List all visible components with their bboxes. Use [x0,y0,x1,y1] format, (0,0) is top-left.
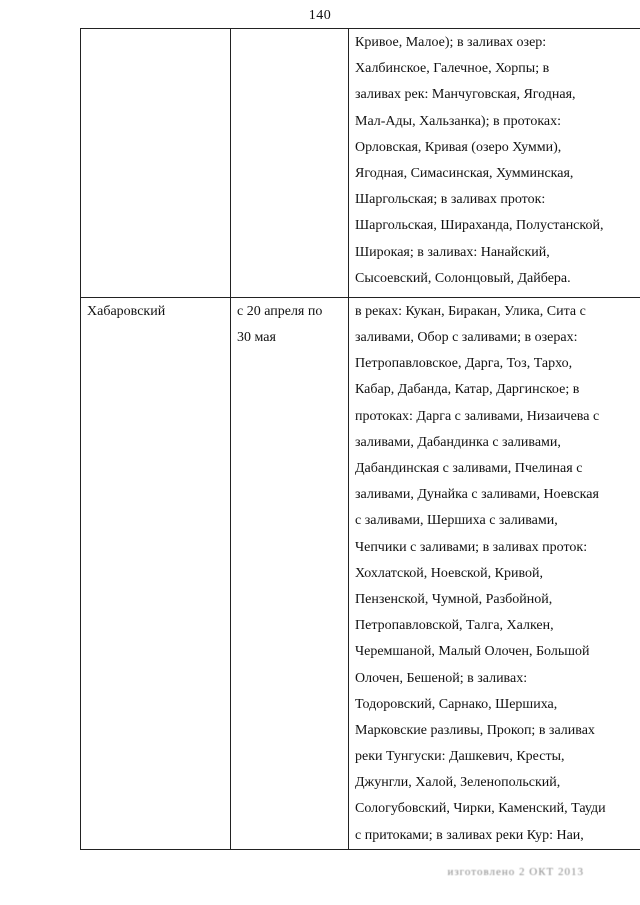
places-line: Сысоевский, Солонцовый, Дайбера. [355,270,571,286]
places-line: заливами, Дунайка с заливами, Ноевская [355,487,599,503]
dates-line: с 20 апреля по [237,303,323,319]
places-line: Сологубовский, Чирки, Каменский, Тауди [355,801,606,817]
places-line: Дабандинская с заливами, Пчелиная с [355,461,583,476]
places-line: Петропавловской, Талга, Халкен, [355,618,554,634]
places-cell [349,297,640,849]
places-line: с притоками; в заливах реки Кур: Наи, [355,827,584,843]
places-line: Кабар, Дабанда, Катар, Даргинское; в [355,382,580,398]
places-line: Кривое, Малое); в заливах озер: [355,35,547,50]
places-line: Марковские разливы, Прокоп; в заливах [355,722,595,738]
page-number: 140 [308,8,332,23]
places-line: реки Тунгуски: Дашкевич, Кресты, [355,749,565,765]
table-row [81,29,640,298]
places-line: Мал-Ады, Хальзанка); в протоках: [355,113,562,129]
places-line: Халбинское, Галечное, Хорпы; в [355,61,550,77]
places-line: протоках: Дарга с заливами, Низаичева с [355,408,600,424]
dates-cell [231,29,349,298]
district-cell [81,29,231,298]
places-line: Черемшаной, Малый Олочен, Большой [355,644,590,660]
places-line: заливах рек: Манчуговская, Ягодная, [355,87,576,103]
places-line: Джунгли, Халой, Зеленопольский, [355,775,561,791]
places-line: заливами, Дабандинка с заливами, [355,434,561,450]
dates-line: 30 мая [237,330,276,346]
places-line: заливами, Обор с заливами; в озерах: [355,330,578,346]
places-line: в реках: Кукан, Биракан, Улика, Сита с [355,303,586,319]
places-line: Шаргольская, Шираханда, Полустанской, [355,218,604,234]
regulation-table [80,28,640,850]
places-line: Чепчики с заливами; в заливах проток: [355,539,588,555]
places-line: Широкая; в заливах: Нанайский, [355,244,550,260]
places-line: Хохлатской, Ноевской, Кривой, [355,565,543,581]
places-line: Петропавловское, Дарга, Тоз, Тархо, [355,356,573,372]
district-cell [81,297,231,849]
footer-stamp: изготовлено 2 ОКТ 2013 [447,866,584,878]
dates-cell [231,297,349,849]
district-name: Хабаровский [87,303,166,319]
table-row [81,297,640,849]
places-cell [349,29,640,298]
places-line: Орловская, Кривая (озеро Хумми), [355,139,562,155]
places-line: Тодоровский, Сарнако, Шершиха, [355,696,558,712]
places-line: Шаргольская; в заливах проток: [355,192,546,208]
places-line: Олочен, Бешеной; в заливах: [355,670,528,686]
places-line: Пензенской, Чумной, Разбойной, [355,591,553,607]
places-line: с заливами, Шершиха с заливами, [355,513,558,529]
places-line: Ягодная, Симасинская, Хумминская, [355,165,574,181]
